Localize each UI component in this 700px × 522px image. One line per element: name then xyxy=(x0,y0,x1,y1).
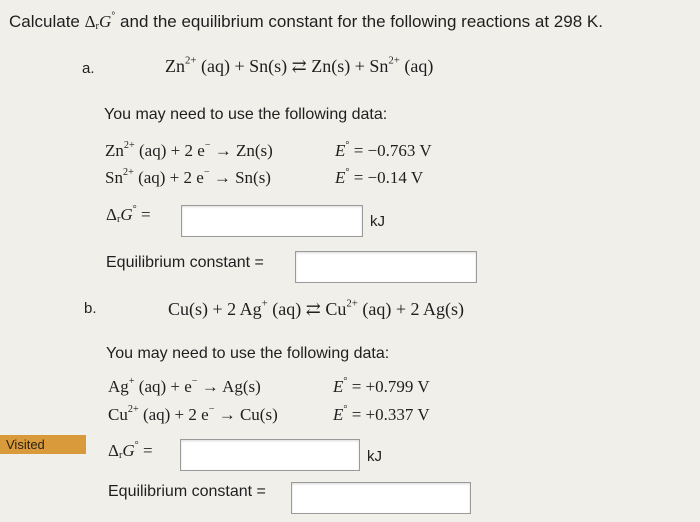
part-b-half-reaction-2 xyxy=(108,405,278,425)
half-charge: + xyxy=(128,375,135,387)
potential-value: = −0.14 V xyxy=(349,168,424,187)
potential-symbol: E xyxy=(335,141,346,160)
rxn-b-p1: Cu xyxy=(320,299,347,319)
title-G: G xyxy=(98,12,112,31)
part-b-potential-1 xyxy=(333,377,430,397)
potential-value: = −0.763 V xyxy=(349,141,432,160)
part-a-marker: a. xyxy=(82,60,95,77)
potential-symbol: E xyxy=(335,168,346,187)
part-a-potential-1 xyxy=(335,141,432,161)
arrow-right-icon: → xyxy=(214,405,240,424)
title-text-end: and the equilibrium constant for the following reactions at 298 K. xyxy=(115,12,603,31)
arrow-right-icon: → xyxy=(209,168,236,187)
part-b-marker: b. xyxy=(84,300,97,317)
part-a-dg-input[interactable] xyxy=(181,205,363,237)
gibbs-symbol: G xyxy=(120,205,133,224)
part-b-dg-input[interactable] xyxy=(180,439,360,471)
part-b-dg-unit: kJ xyxy=(367,448,382,465)
half-rest: (aq) + 2 e xyxy=(133,168,204,187)
part-b-reaction xyxy=(168,299,464,320)
part-b-hint: You may need to use the following data: xyxy=(106,345,390,362)
arrow-right-icon: → xyxy=(210,141,236,160)
question-title xyxy=(9,12,603,32)
rxn-a-r1: Zn xyxy=(165,56,185,76)
title-text-start: Calculate xyxy=(9,12,85,31)
part-a-reaction xyxy=(165,56,433,77)
part-a-potential-2 xyxy=(335,168,423,188)
visited-badge: Visited xyxy=(0,435,86,454)
half-rest: (aq) + e xyxy=(134,377,192,396)
potential-degree: ° xyxy=(345,166,350,178)
rxn-b-r1-charge: + xyxy=(261,297,268,310)
half-charge: 2+ xyxy=(123,139,135,151)
potential-degree: ° xyxy=(343,403,348,415)
part-a-half-reaction-1 xyxy=(105,141,273,161)
gibbs-degree: ° xyxy=(134,439,139,451)
half-product: Cu(s) xyxy=(239,405,278,424)
rxn-b-p1-state: (aq) + 2 Ag(s) xyxy=(357,299,464,319)
potential-value: = +0.337 V xyxy=(347,405,430,424)
equilibrium-arrow-icon: ⇄ xyxy=(305,299,321,319)
delta-symbol: Δ xyxy=(108,441,119,460)
rxn-a-r1-state: (aq) + Sn(s) xyxy=(196,56,292,76)
rxn-b-p1-charge: 2+ xyxy=(346,297,358,310)
electron-charge: − xyxy=(208,403,215,415)
part-a-k-label: Equilibrium constant = xyxy=(106,254,264,271)
electron-charge: − xyxy=(191,375,198,387)
delta-sub: r xyxy=(118,450,123,462)
half-species: Cu xyxy=(108,405,128,424)
part-b-half-reaction-1 xyxy=(108,377,261,397)
gibbs-symbol: G xyxy=(122,441,135,460)
rxn-a-p1: Zn(s) + Sn xyxy=(306,56,389,76)
half-rest: (aq) + 2 e xyxy=(134,141,205,160)
half-charge: 2+ xyxy=(122,166,134,178)
part-a-hint: You may need to use the following data: xyxy=(104,106,388,123)
equals-sign: = xyxy=(136,205,151,224)
half-species: Zn xyxy=(105,141,124,160)
potential-degree: ° xyxy=(343,375,348,387)
rxn-a-r1-charge: 2+ xyxy=(185,54,197,67)
half-product: Zn(s) xyxy=(236,141,273,160)
electron-charge: − xyxy=(204,139,211,151)
arrow-right-icon: → xyxy=(197,377,223,396)
title-sub-r: r xyxy=(95,21,99,33)
rxn-b-r1-state: (aq) xyxy=(267,299,306,319)
delta-sub: r xyxy=(116,214,121,226)
half-charge: 2+ xyxy=(127,403,139,415)
gibbs-degree: ° xyxy=(132,203,137,215)
part-b-k-input[interactable] xyxy=(291,482,471,514)
potential-symbol: E xyxy=(333,377,344,396)
part-a-half-reaction-2 xyxy=(105,168,271,188)
half-rest: (aq) + 2 e xyxy=(138,405,209,424)
title-degree: ° xyxy=(111,10,116,22)
rxn-a-p2-state: (aq) xyxy=(399,56,434,76)
part-b-potential-2 xyxy=(333,405,430,425)
equals-sign: = xyxy=(138,441,153,460)
part-a-dg-unit: kJ xyxy=(370,213,385,230)
half-species: Ag xyxy=(108,377,129,396)
part-a-dg-label xyxy=(106,205,151,225)
half-product: Sn(s) xyxy=(235,168,271,187)
potential-degree: ° xyxy=(345,139,350,151)
delta-symbol: Δ xyxy=(106,205,117,224)
equilibrium-arrow-icon: ⇄ xyxy=(291,56,307,76)
part-b-dg-label xyxy=(108,441,153,461)
potential-symbol: E xyxy=(333,405,344,424)
electron-charge: − xyxy=(203,166,210,178)
part-a-k-input[interactable] xyxy=(295,251,477,283)
rxn-b-r1: Cu(s) + 2 Ag xyxy=(168,299,262,319)
title-delta: Δ xyxy=(84,12,96,31)
potential-value: = +0.799 V xyxy=(347,377,430,396)
part-b-k-label: Equilibrium constant = xyxy=(108,483,266,500)
rxn-a-p2-charge: 2+ xyxy=(388,54,400,67)
half-product: Ag(s) xyxy=(222,377,261,396)
half-species: Sn xyxy=(105,168,123,187)
